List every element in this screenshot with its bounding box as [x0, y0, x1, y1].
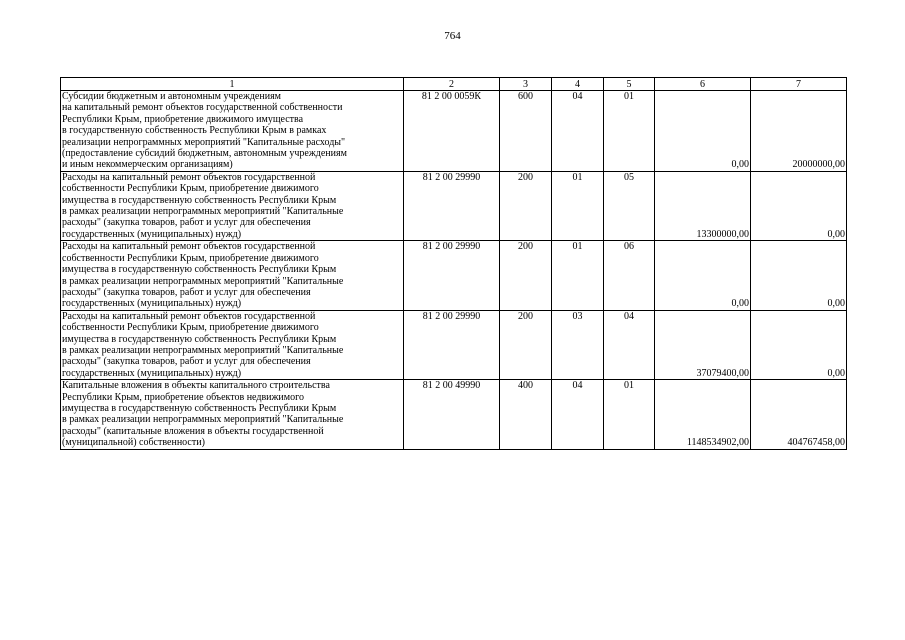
description-line: государственных (муниципальных) нужд)	[62, 228, 242, 240]
description-line: расходы" (капитальные вложения в объекты государственной	[62, 425, 324, 437]
amount-column-7: 404767458,00	[751, 380, 847, 449]
table-row	[61, 380, 847, 449]
target-article-code: 81 2 00 29990	[404, 310, 500, 379]
table-row	[61, 241, 847, 310]
description-line: Субсидии бюджетным и автономным учреждениям	[62, 91, 282, 102]
description-line: в рамках реализации непрограммных мероприятий "Капитальные	[62, 206, 344, 218]
page-number: 764	[444, 30, 461, 42]
section-code: 03	[552, 310, 604, 379]
description-line: собственности Республики Крым, приобретение движимого	[62, 252, 319, 264]
expense-description	[61, 310, 404, 379]
expense-type-code: 600	[500, 91, 552, 172]
column-header-3: 3	[500, 78, 552, 91]
description-line: реализации непрограммных мероприятий "Капитальные расходы"	[62, 136, 346, 148]
description-line: имущества в государственную собственность Республики Крым	[62, 194, 337, 206]
expense-description	[61, 380, 404, 449]
description-line: (предоставление субсидий бюджетным, автономным учреждениям	[62, 148, 347, 160]
description-line: собственности Республики Крым, приобретение движимого	[62, 322, 319, 334]
section-code: 01	[552, 171, 604, 240]
column-header-4: 4	[552, 78, 604, 91]
subsection-code: 01	[604, 380, 655, 449]
column-header-1: 1	[61, 78, 404, 91]
expense-description	[61, 91, 404, 172]
amount-column-6: 0,00	[655, 91, 751, 172]
table-row	[61, 310, 847, 379]
description-line: на капитальный ремонт объектов государственной собственности	[62, 102, 343, 114]
section-code: 04	[552, 380, 604, 449]
amount-column-7: 0,00	[751, 310, 847, 379]
expense-type-code: 200	[500, 171, 552, 240]
description-line: (муниципальной) собственности)	[62, 437, 205, 449]
expense-type-code: 400	[500, 380, 552, 449]
description-line: в рамках реализации непрограммных мероприятий "Капитальные	[62, 414, 344, 426]
amount-column-6: 13300000,00	[655, 171, 751, 240]
subsection-code: 01	[604, 91, 655, 172]
amount-column-7: 20000000,00	[751, 91, 847, 172]
section-code: 04	[552, 91, 604, 172]
target-article-code: 81 2 00 29990	[404, 171, 500, 240]
expense-description	[61, 241, 404, 310]
description-line: в государственную собственность Республики Крым в рамках	[62, 125, 327, 137]
amount-column-6: 1148534902,00	[655, 380, 751, 449]
table-header-row	[61, 78, 847, 91]
target-article-code: 81 2 00 0059К	[404, 91, 500, 172]
description-line: расходы" (закупка товаров, работ и услуг для обеспечения	[62, 286, 311, 298]
expense-type-code: 200	[500, 310, 552, 379]
amount-column-7: 0,00	[751, 241, 847, 310]
description-line: и иным некоммерческим организациям)	[62, 159, 233, 171]
description-line: Расходы на капитальный ремонт объектов государственной	[62, 171, 316, 183]
description-line: Республики Крым, приобретение объектов недвижимого	[62, 391, 304, 403]
description-line: собственности Республики Крым, приобретение движимого	[62, 183, 319, 195]
table-row	[61, 171, 847, 240]
description-line: расходы" (закупка товаров, работ и услуг для обеспечения	[62, 356, 311, 368]
description-line: Республики Крым, приобретение движимого имущества	[62, 113, 304, 125]
description-line: Капитальные вложения в объекты капитального строительства	[62, 380, 330, 392]
description-line: имущества в государственную собственность Республики Крым	[62, 264, 337, 276]
subsection-code: 04	[604, 310, 655, 379]
table-row	[61, 91, 847, 172]
description-line: имущества в государственную собственность Республики Крым	[62, 402, 337, 414]
subsection-code: 05	[604, 171, 655, 240]
description-line: Расходы на капитальный ремонт объектов государственной	[62, 310, 316, 322]
target-article-code: 81 2 00 49990	[404, 380, 500, 449]
description-line: Расходы на капитальный ремонт объектов государственной	[62, 241, 316, 253]
column-header-7: 7	[751, 78, 847, 91]
description-line: государственных (муниципальных) нужд)	[62, 367, 242, 379]
description-line: в рамках реализации непрограммных мероприятий "Капитальные	[62, 344, 344, 356]
amount-column-6: 0,00	[655, 241, 751, 310]
subsection-code: 06	[604, 241, 655, 310]
budget-table	[60, 77, 847, 450]
column-header-6: 6	[655, 78, 751, 91]
amount-column-7: 0,00	[751, 171, 847, 240]
amount-column-6: 37079400,00	[655, 310, 751, 379]
description-line: имущества в государственную собственность Республики Крым	[62, 333, 337, 345]
description-line: в рамках реализации непрограммных мероприятий "Капитальные	[62, 275, 344, 287]
column-header-5: 5	[604, 78, 655, 91]
expense-description	[61, 171, 404, 240]
target-article-code: 81 2 00 29990	[404, 241, 500, 310]
section-code: 01	[552, 241, 604, 310]
description-line: государственных (муниципальных) нужд)	[62, 298, 242, 310]
column-header-2: 2	[404, 78, 500, 91]
expense-type-code: 200	[500, 241, 552, 310]
description-line: расходы" (закупка товаров, работ и услуг для обеспечения	[62, 217, 311, 229]
